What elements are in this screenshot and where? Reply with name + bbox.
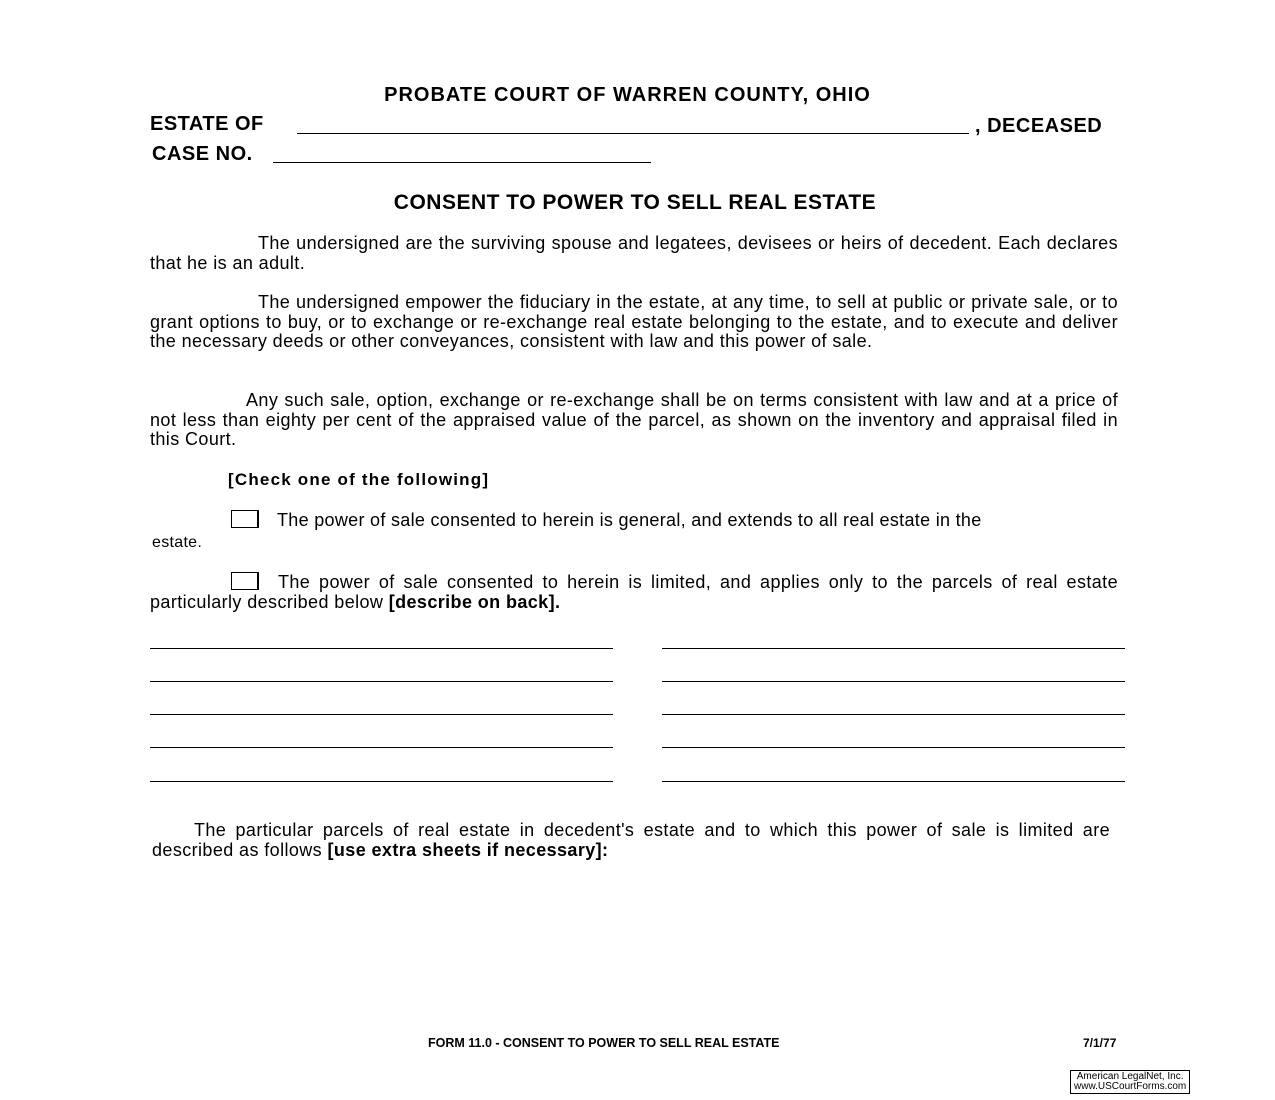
estate-of-label: ESTATE OF [150, 113, 264, 135]
parcels-text: The particular parcels of real estate in decedent's estate and to which this power of sale is limited are described as follows [152, 820, 1110, 860]
parcels-bold: [use extra sheets if necessary]: [327, 840, 609, 860]
option-general-tail: estate. [152, 534, 203, 551]
court-name: PROBATE COURT OF WARREN COUNTY, OHIO [384, 84, 871, 106]
form-date: 7/1/77 [1083, 1036, 1117, 1050]
case-no-label: CASE NO. [152, 143, 253, 165]
form-title: CONSENT TO POWER TO SELL REAL ESTATE [393, 191, 877, 214]
check-instruction: [Check one of the following] [228, 470, 490, 489]
signature-line-right-2[interactable] [662, 681, 1125, 682]
signature-line-left-3[interactable] [150, 714, 613, 715]
publisher-url: www.USCourtForms.com [1074, 1081, 1187, 1092]
option-limited-text [150, 572, 1118, 612]
deceased-label: , DECEASED [975, 115, 1103, 137]
paragraph-parcels-description [152, 820, 1110, 860]
option-limited-bold: [describe on back]. [388, 592, 561, 612]
paragraph-empower-fiduciary: The undersigned empower the fiduciary in the estate, at any time, to sell at public or private sale, or to grant options to buy, or to exchange or re-exchange real estate belonging to the estate, and to execute and deliver the necessary deeds or other conveyances, consistent with law and this power of sale. [150, 292, 1118, 352]
case-number-field[interactable] [273, 162, 651, 163]
option-limited-label: The power of sale consented to herein is limited, and applies only to the parcels of real estate particularly described below [150, 572, 1118, 612]
signature-line-left-4[interactable] [150, 747, 613, 748]
signature-line-left-1[interactable] [150, 648, 613, 649]
publisher-badge[interactable] [1070, 1070, 1190, 1094]
signature-line-right-3[interactable] [662, 714, 1125, 715]
form-footer-label: FORM 11.0 - CONSENT TO POWER TO SELL REAL ESTATE [428, 1036, 780, 1050]
option-limited-checkbox[interactable] [231, 572, 259, 590]
publisher-name: American LegalNet, Inc. [1076, 1071, 1184, 1082]
signature-line-left-5[interactable] [150, 781, 613, 782]
option-general-label: The power of sale consented to herein is general, and extends to all real estate in the [277, 510, 982, 530]
signature-line-right-4[interactable] [662, 747, 1125, 748]
paragraph-surviving-spouse: The undersigned are the surviving spouse and legatees, devisees or heirs of decedent. Each declares that he is an adult. [150, 233, 1118, 273]
estate-name-field[interactable] [297, 133, 969, 134]
signature-line-right-1[interactable] [662, 648, 1125, 649]
paragraph-sale-terms: Any such sale, option, exchange or re-exchange shall be on terms consistent with law and at a price of not less than eighty per cent of the appraised value of the parcel, as shown on the inventory and appraisal filed in this Court. [150, 390, 1118, 450]
signature-line-right-5[interactable] [662, 781, 1125, 782]
option-general-text [152, 510, 1128, 553]
option-general-checkbox[interactable] [231, 510, 259, 528]
signature-line-left-2[interactable] [150, 681, 613, 682]
